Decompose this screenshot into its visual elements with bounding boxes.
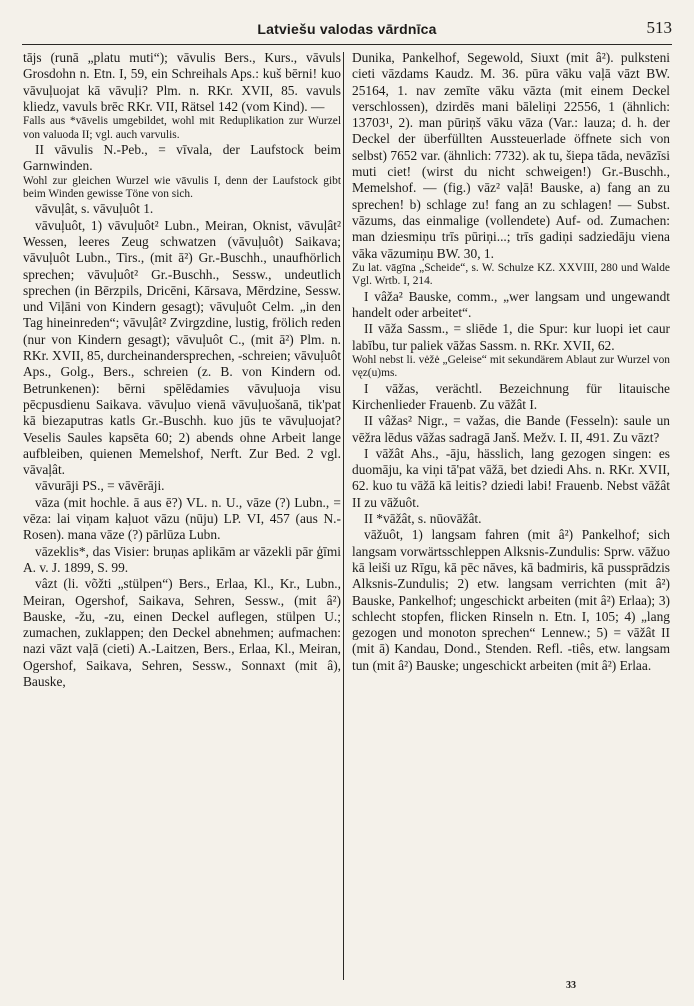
printer-signature: 33 [566, 980, 576, 991]
dictionary-entry: II vāža Sassm., = sliēde 1, die Spur: kur luopi iet caur labību, tur paliek vāžas Sassm. n. RKr. XVII, 62. [352, 321, 670, 353]
page-number: 513 [646, 18, 672, 37]
dictionary-entry: vāzeklis*, das Visier: bruņas aplikām ar vāzekli pār ģīmi A. v. J. 1899, S. 99. [23, 543, 341, 575]
running-title: Latviešu valodas vārdnīca [257, 21, 437, 37]
left-column [23, 50, 341, 690]
dictionary-entry: vāvuļuôt, 1) vāvuļuôt² Lubn., Meiran, Oknist, vāvuļât² Wessen, leeres Zeug schwatzen (vāvuļuôt) Saikava; vāvuļuôt Lubn., Tirs., (mit ā²) Gr.-Buschh., unaufhörlich sprechen; vāvuļuôt² Gr.-Buschh., Sessw., undeutlich sprechen (in Bērzpils, Dricēni, Kārsava, Mērdzine, Sessw. und Viļāni von Kindern gesagt); vāvuļuôt Celm. „in den Tag hineinreden“; vāvuļât² Zvirgzdine, lustig, frölich reden (nur von Kindern gesagt); vāvuļuôt C., (mit ā²) Plm. n. RKr. XVII, 85, durcheinandersprechen, -schreien; vāvuļuôt Aps., Golg., Bers., schreien (z. B. von Kindern od. Betrunkenen): bērni spēlēdamies vāvuļuoja visu pēcpusdienu Saikava. vāvuļuo vienā vāvuļuošanā, tik'pat kā biezaputras katls Gr.-Buschh. kuo jūs te vāvuļuojat? Veselis Saules kapsēta 60; 2) abends ohne Arbeit lange aufbleiben, quienen Memelshof, Nerft. Zur Bed. 2 vgl. vāvaļât. [23, 217, 341, 478]
page-header [22, 14, 672, 45]
dictionary-entry: II vâžas² Nigr., = važas, die Bande (Fesseln): saule un vēžra lēdus vāžas sadragā Janš. Mežv. I. II, 491. Zu vāzt? [352, 413, 670, 445]
dictionary-entry: vāvurāji PS., = vāvērāji. [35, 478, 165, 494]
dictionary-entry: II *vāžât, s. nūovāžât. [364, 511, 482, 527]
dictionary-entry: vāvuļât, s. vāvuļuôt 1. [35, 201, 154, 217]
dictionary-entry: vâzt (li. võžti „stülpen“) Bers., Erlaa, Kl., Kr., Lubn., Meiran, Ogershof, Saikava, Sehren, Sessw., (mit â²) Bauske, -žu, -zu, einen Deckel auflegen, stülpen U.; zumachen, zuklappen; den Deckel abnehmen; aufmachen: nazi vāzt vaļā (cieti) A.-Laitzen, Bers., Erlaa, Kl., Meiran, Ogershof, Saikava, Sehren, Sessw., Sonnaxt (mit â), Bauske, [23, 576, 341, 690]
etymology-note: Wohl nebst li. vėžė „Geleise“ mit sekundärem Ablaut zur Wurzel von vęz(u)ms. [352, 353, 670, 380]
column-divider [343, 52, 344, 980]
dictionary-entry: II vāvulis N.-Peb., = vīvala, der Laufstock beim Garnwinden. [23, 142, 341, 174]
dictionary-entry: I vāžas, verächtl. Bezeichnung für litauische Kirchenlieder Frauenb. Zu vāžât I. [352, 380, 670, 412]
dictionary-entry: vāžuôt, 1) langsam fahren (mit â²) Pankelhof; sich langsam vorwärtsschleppen Alksnis-Zundulis: Sprw. vāžuo kā leiši uz Rīgu, kā pēc nāves, kā badmiris, kā pussprādzis Alksnis-Zundulis; 2) etw. langsam verrichten (mit â²) Bauske, Pankelhof; ungeschickt arbeiten (mit â²) Erlaa); 3) schlecht stopfen, flicken Rinseln n. Etn. I, 105; 4) „lang gezogen und monoton sprechen“ Lennew.; 5) = vāžât II (mit ā) Kandau, Dond., Stenden. Refl. -tiês, etw. langsam tun (mit â²) Bauske; ungeschickt arbeiten (mit â²) Erlaa. [352, 527, 670, 673]
dictionary-entry: vāza (mit hochle. ā aus ē?) VL. n. U., vāze (?) Lubn., = vēza: lai viņam kaļuot vāzu (nūju) LP. VI, 457 (aus N.-Rosen). mana vāze (?) pārlūza Lubn. [23, 494, 341, 543]
etymology-note: Zu lat. vāgīna „Scheide“, s. W. Schulze KZ. XXVIII, 280 und Walde Vgl. Wrtb. I, 214. [352, 261, 670, 288]
dictionary-entry: I vâža² Bauske, comm., „wer langsam und ungewandt handelt oder arbeitet“. [352, 288, 670, 320]
dictionary-entry: Dunika, Pankelhof, Segewold, Siuxt (mit â²). pulksteni cieti vāzdams Kaudz. M. 36. pūra vāku vaļā vāzt BW. 25164, 1. nav zemīte vāku vāzta (mit einem Deckel verschlossen), dzirdēs mani bāleliņi 22556, 1 (ähnlich: 13703¹, 2). man pūriņš vāku vāza (Var.: lauza; d. h. der Deckel der überfüllten Aussteuerlade öffnete sich von selbst) 7652 var. (ähnlich: 7732). ak tu, šiepa tāda, nevāzīsi muti ciet! (wirst du nicht schweigen!) Gr.-Buschh., Memelshof. — (fig.) vāz² vaļā! Bauske, a) fang an zu sprechen! b) schlage zu! fang an zu schlagen! — Subst. vāzums, das einmalige (vollendete) Auf- od. Zumachen: man dziesmiņu trīs pūriņi...; trīs gadiņi sadziedāju viena vāka vāzumiņu BW. 30, 1. [352, 50, 670, 261]
etymology-note: Wohl zur gleichen Wurzel wie vāvulis I, denn der Laufstock gibt beim Winden gewisse Töne von sich. [23, 174, 341, 200]
dictionary-entry: I vāžât Ahs., -āju, hässlich, lang gezogen singen: es duomāju, ka viņi tā'pat vāžā, bet dziedi Ahs. n. RKr. XVII, 62. kuo tu vāžā kā leitis? dziedi labi! Frauenb. Nebst vāžât II zu vāžuôt. [352, 445, 670, 510]
right-column [352, 50, 670, 674]
dictionary-entry: tājs (runā „platu muti“); vāvulis Bers., Kurs., vāvuls Grosdohn n. Etn. I, 59, ein Schreihals Aps.: kuš bērni! kuo vāvuļuojat kā vāvuļi? Plm. n. RKr. XVII, 85. vavuls kliedz, vavuls brēc RKr. VII, Rätsel 142 (vom Kind). — [23, 50, 341, 114]
etymology-note: Falls aus *vāvelis umgebildet, wohl mit Reduplikation zur Wurzel von valuoda II; vgl. auch varvulis. [23, 115, 341, 141]
